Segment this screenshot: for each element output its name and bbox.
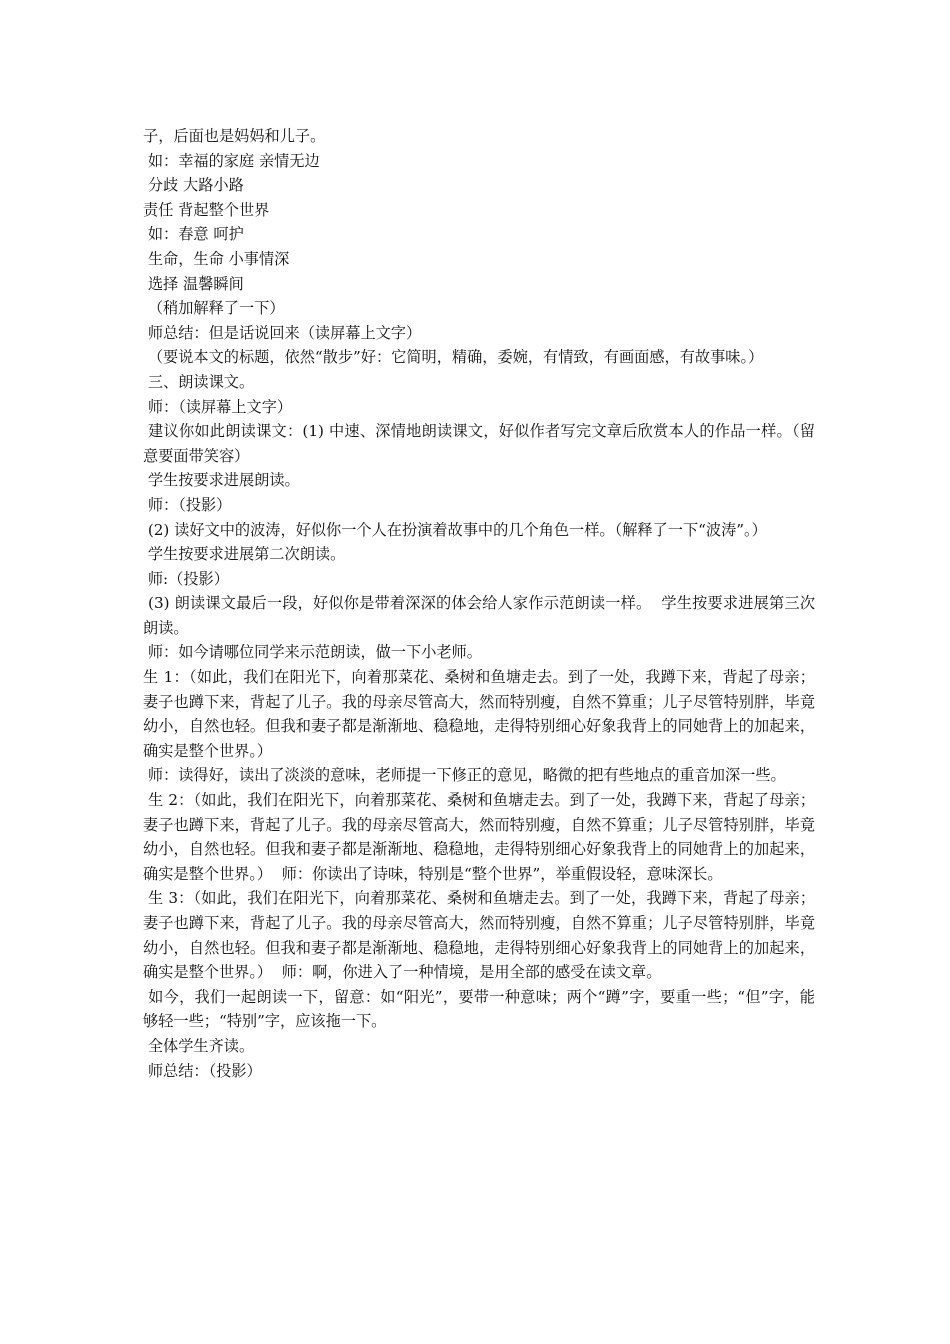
paragraph: 如：春意 呵护 [143,225,244,244]
paragraph: 选择 温馨瞬间 [143,274,244,293]
paragraph: 学生按要求进展朗读。 [143,471,300,490]
paragraph: 三、朗读课文。 [143,372,255,391]
paragraph: 师：读得好，读出了淡淡的意味，老师提一下修正的意见，略微的把有些地点的重音加深一些。 [143,766,786,785]
paragraph: 分歧 大路小路 [143,176,244,195]
paragraph: 师总结：（投影） [143,1061,262,1080]
document-page [143,124,815,1083]
paragraph: （稍加解释了一下） [143,299,285,318]
paragraph: 师:（投影） [143,569,229,588]
paragraph: 责任 背起整个世界 [143,200,270,219]
paragraph: （要说本文的标题，依然“散步”好：它简明，精确，委婉，有情致，有画面感，有故事味。） [143,348,764,367]
paragraph: 师：如今请哪位同学来示范朗读，做一下小老师。 [143,643,482,662]
paragraph: 学生按要求进展第二次朗读。 [143,545,346,564]
paragraph: 生 3：（如此，我们在阳光下，向着那菜花、桑树和鱼塘走去。到了一处，我蹲下来，背起了母亲；妻子也蹲下来，背起了儿子。我的母亲尽管高大，然而特别瘦，自然不算重；儿子尽管特别胖，毕竟幼小，自然也轻。但我和妻子都是渐渐地、稳稳地，走得特别细心好象我背上的同她背上的加起来，确实是整个世界。） 师：啊，你进入了一种情境，是用全部的感受在读文章。 [143,889,816,982]
paragraph: 全体学生齐读。 [143,1036,255,1055]
paragraph: 如：幸福的家庭 亲情无边 [143,151,320,170]
paragraph: (3) 朗读课文最后一段，好似你是带着深深的体会给人家作示范朗读一样。 学生按要求进展第三次朗读。 [143,594,816,637]
paragraph: 师：（读屏幕上文字） [143,397,293,416]
paragraph: 子，后面也是妈妈和儿子。 [143,127,326,145]
paragraph: 建议你如此朗读课文：(1) 中速、深情地朗读课文，好似作者写完文章后欣赏本人的作品一样。（留意要面带笑容） [143,422,815,465]
paragraph: 生命，生命 小事情深 [143,249,290,268]
paragraph: 师总结：但是话说回来（读屏幕上文字） [143,323,422,342]
paragraph: 生 1：（如此，我们在阳光下，向着那菜花、桑树和鱼塘走去。到了一处，我蹲下来，背起了母亲；妻子也蹲下来，背起了儿子。我的母亲尽管高大，然而特别瘦，自然不算重；儿子尽管特别胖，毕竟幼小，自然也轻。但我和妻子都是渐渐地、稳稳地，走得特别细心好象我背上的同她背上的加起来，确实是整个世界。） [143,668,815,760]
paragraph: 师：（投影） [143,495,232,514]
paragraph: 如今，我们一起朗读一下，留意：如“阳光”，要带一种意味；两个“蹲”字，要重一些；“但”字，能够轻一些；“特别”字，应该拖一下。 [143,987,815,1031]
paragraph: (2) 读好文中的波涛，好似你一个人在扮演着故事中的几个角色一样。（解释了一下“波涛”。） [143,520,767,539]
paragraph: 生 2：（如此，我们在阳光下，向着那菜花、桑树和鱼塘走去。到了一处，我蹲下来，背起了母亲；妻子也蹲下来，背起了儿子。我的母亲尽管高大，然而特别瘦，自然不算重；儿子尽管特别胖，毕竟幼小，自然也轻。但我和妻子都是渐渐地、稳稳地，走得特别细心好象我背上的同她背上的加起来，确实是整个世界。） 师：你读出了诗味，特别是“整个世界”，举重假设轻，意味深长。 [143,791,816,883]
